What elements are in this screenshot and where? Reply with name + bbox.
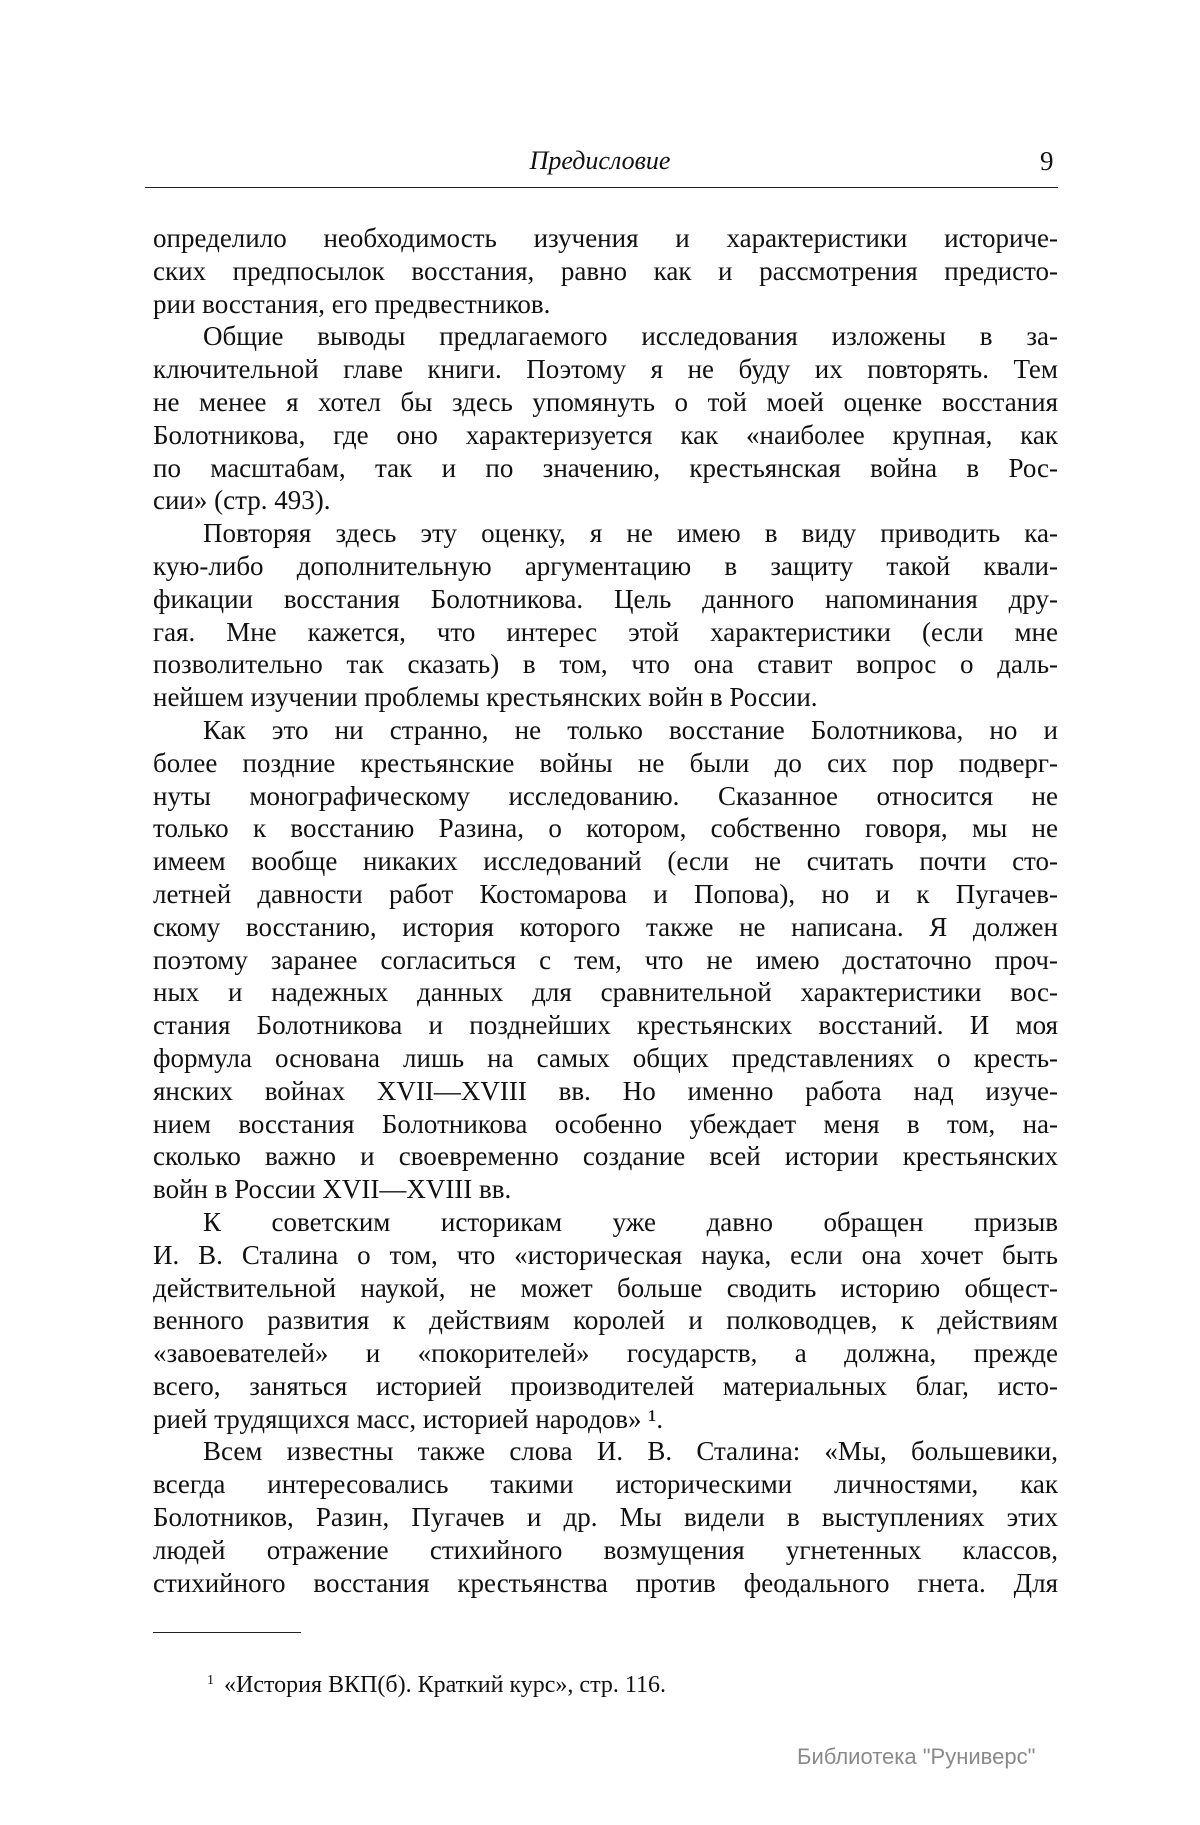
text-line: позволительно так сказать) в том, что она ставит вопрос о даль- [153, 649, 1058, 680]
text-line: гая. Мне кажется, что интерес этой характеристики (если мне [153, 616, 1058, 647]
text-line: летней давности работ Костомарова и Попова), но и к Пугачев- [153, 878, 1058, 909]
footnote [207, 1672, 666, 1699]
text-line: нуты монографическому исследованию. Сказанное относится не [153, 780, 1058, 811]
text-line: И. В. Сталина о том, что «историческая наука, если она хочет быть [153, 1239, 1058, 1270]
text-line: только к восстанию Разина, о котором, собственно говоря, мы не [153, 813, 1058, 844]
text-line: войн в России XVII—XVIII вв. [153, 1174, 512, 1205]
text-line: по масштабам, так и по значению, крестьянская война в Рос- [153, 452, 1058, 483]
text-line: действительной наукой, не может больше сводить историю общест- [153, 1272, 1058, 1303]
text-line: нейшем изучении проблемы крестьянских войн в России. [153, 682, 818, 713]
paragraph [153, 517, 1058, 714]
text-line: К советским историкам уже давно обращен призыв [203, 1206, 1058, 1237]
text-line: Болотникова, где оно характеризуется как «наиболее крупная, как [153, 419, 1058, 450]
text-line: формула основана лишь на самых общих представлениях о кресть- [153, 1042, 1058, 1073]
running-head [0, 146, 1200, 178]
text-line: Болотников, Разин, Пугачев и др. Мы видели в выступлениях этих [153, 1502, 1058, 1533]
text-line: людей отражение стихийного возмущения угнетенных классов, [153, 1534, 1058, 1565]
footnote-text: «История ВКП(б). Краткий курс», стр. 116. [224, 1672, 666, 1698]
text-line: ных и надежных данных для сравнительной характеристики вос- [153, 977, 1058, 1008]
text-line: скому восстанию, история которого также не написана. Я должен [153, 911, 1058, 942]
text-line: Всем известны также слова И. В. Сталина: «Мы, большевики, [203, 1436, 1058, 1467]
text-line: рии восстания, его предвестников. [153, 288, 551, 319]
paragraph [153, 320, 1058, 517]
header-rule [145, 187, 1058, 188]
text-line: определило необходимость изучения и характеристики историче- [153, 223, 1058, 253]
text-line: не менее я хотел бы здесь упомянуть о той моей оценке восстания [153, 386, 1058, 417]
library-watermark: Библиотека "Руниверс" [797, 1744, 1036, 1769]
text-line: рией трудящихся масс, историей народов» ¹. [153, 1403, 664, 1434]
text-line: венного развития к действиям королей и полководцев, к действиям [153, 1305, 1058, 1336]
paragraph [153, 1435, 1058, 1599]
text-line: всегда интересовались такими историческими личностями, как [153, 1469, 1058, 1500]
text-line: Повторяя здесь эту оценку, я не имею в виду приводить ка- [203, 518, 1058, 549]
text-line: ключительной главе книги. Поэтому я не буду их повторять. Тем [153, 354, 1058, 385]
text-line: имеем вообще никаких исследований (если не считать почти сто- [153, 846, 1058, 877]
text-line: фикации восстания Болотникова. Цель данного напоминания дру- [153, 583, 1058, 614]
footnote-marker: 1 [207, 1673, 214, 1688]
page-number: 9 [1040, 146, 1054, 176]
text-line: поэтому заранее согласиться с тем, что не имею достаточно проч- [153, 944, 1058, 975]
text-line: янских войнах XVII—XVIII вв. Но именно работа над изуче- [153, 1075, 1058, 1106]
text-line: Общие выводы предлагаемого исследования изложены в за- [203, 321, 1058, 352]
paragraph [153, 714, 1058, 1206]
text-line: кую-либо дополнительную аргументацию в защиту такой квали- [153, 550, 1058, 581]
chapter-title: Предисловие [529, 146, 671, 175]
paragraph [153, 222, 1058, 320]
text-line: ских предпосылок восстания, равно как и рассмотрения предисто- [153, 255, 1058, 286]
body-text [153, 222, 1058, 1599]
text-line: нием восстания Болотникова особенно убеждает меня в том, на- [153, 1108, 1058, 1139]
text-line: «завоевателей» и «покорителей» государств, а должна, прежде [153, 1338, 1058, 1369]
text-line: всего, заняться историей производителей материальных благ, исто- [153, 1370, 1058, 1401]
text-line: стания Болотникова и позднейших крестьянских восстаний. И моя [153, 1010, 1058, 1041]
text-line: стихийного восстания крестьянства против феодального гнета. Для [153, 1567, 1058, 1598]
text-line: сии» (стр. 493). [153, 485, 331, 516]
text-line: сколько важно и своевременно создание всей истории крестьянских [153, 1141, 1058, 1172]
paragraph [153, 1206, 1058, 1436]
text-line: более поздние крестьянские войны не были до сих пор подверг- [153, 747, 1058, 778]
text-line: Как это ни странно, не только восстание Болотникова, но и [203, 714, 1058, 745]
footnote-rule [153, 1632, 301, 1633]
